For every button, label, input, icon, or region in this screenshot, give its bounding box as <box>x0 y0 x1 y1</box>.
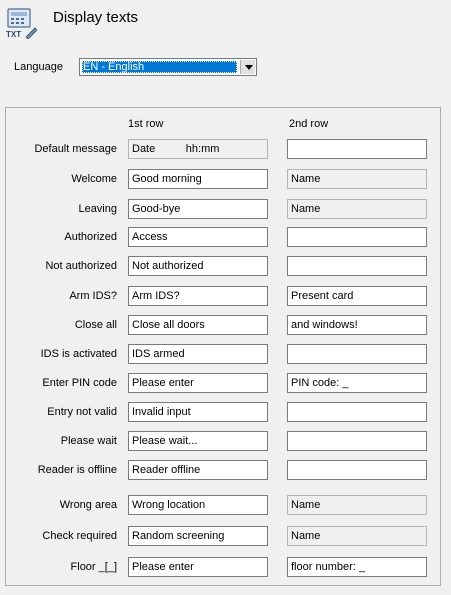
row-label-reader-is-offline: Reader is offline <box>37 464 117 476</box>
row-label-enter-pin-code: Enter PIN code <box>42 377 117 389</box>
not-authorized-second-row-field[interactable] <box>287 256 427 276</box>
row-label-entry-not-valid: Entry not valid <box>47 406 117 418</box>
column-header-second-row: 2nd row <box>289 118 329 130</box>
reader-is-offline-first-row-field[interactable]: Reader offline <box>128 460 268 480</box>
leaving-first-row-field[interactable]: Good-bye <box>128 199 268 219</box>
row-label-check-required: Check required <box>42 530 117 542</box>
welcome-second-row-field: Name <box>287 169 427 189</box>
leaving-second-row-field: Name <box>287 199 427 219</box>
column-header-first-row: 1st row <box>128 118 164 130</box>
arm-ids-second-row-field[interactable]: Present card <box>287 286 427 306</box>
ids-is-activated-first-row-field[interactable]: IDS armed <box>128 344 268 364</box>
enter-pin-code-first-row-field[interactable]: Please enter <box>128 373 268 393</box>
row-label-arm-ids: Arm IDS? <box>69 290 117 302</box>
ids-is-activated-second-row-field[interactable] <box>287 344 427 364</box>
row-label-please-wait: Please wait <box>60 435 117 447</box>
chevron-down-icon[interactable] <box>240 60 255 74</box>
language-select[interactable] <box>79 58 257 76</box>
wrong-area-second-row-field: Name <box>287 495 427 515</box>
page-title: Display texts <box>53 9 139 26</box>
row-label-close-all: Close all <box>74 319 117 331</box>
please-wait-second-row-field[interactable] <box>287 431 427 451</box>
row-label-wrong-area: Wrong area <box>59 499 117 511</box>
wrong-area-first-row-field[interactable]: Wrong location <box>128 495 268 515</box>
close-all-first-row-field[interactable]: Close all doors <box>128 315 268 335</box>
svg-text:TXT: TXT <box>6 30 22 39</box>
entry-not-valid-second-row-field[interactable] <box>287 402 427 422</box>
not-authorized-first-row-field[interactable]: Not authorized <box>128 256 268 276</box>
welcome-first-row-field[interactable]: Good morning <box>128 169 268 189</box>
row-label-leaving: Leaving <box>78 203 117 215</box>
floor-first-row-field[interactable]: Please enter <box>128 557 268 577</box>
floor-second-row-field[interactable]: floor number: _ <box>287 557 427 577</box>
close-all-second-row-field[interactable]: and windows! <box>287 315 427 335</box>
arm-ids-first-row-field[interactable]: Arm IDS? <box>128 286 268 306</box>
row-label-welcome: Welcome <box>71 173 117 185</box>
row-label-floor: Floor _[_] <box>70 561 117 573</box>
row-label-ids-is-activated: IDS is activated <box>40 348 117 360</box>
language-selected-value: EN - English <box>82 61 237 73</box>
txt-display-icon <box>5 7 37 39</box>
reader-is-offline-second-row-field[interactable] <box>287 460 427 480</box>
authorized-first-row-field[interactable]: Access <box>128 227 268 247</box>
default-message-second-row-field[interactable] <box>287 139 427 159</box>
check-required-second-row-field: Name <box>287 526 427 546</box>
default-message-first-row-field: Date hh:mm <box>128 139 268 159</box>
authorized-second-row-field[interactable] <box>287 227 427 247</box>
check-required-first-row-field[interactable]: Random screening <box>128 526 268 546</box>
row-label-default-message: Default message <box>34 143 117 155</box>
language-label: Language <box>14 61 63 73</box>
row-label-authorized: Authorized <box>64 231 117 243</box>
entry-not-valid-first-row-field[interactable]: Invalid input <box>128 402 268 422</box>
row-label-not-authorized: Not authorized <box>45 260 117 272</box>
please-wait-first-row-field[interactable]: Please wait... <box>128 431 268 451</box>
enter-pin-code-second-row-field[interactable]: PIN code: _ <box>287 373 427 393</box>
